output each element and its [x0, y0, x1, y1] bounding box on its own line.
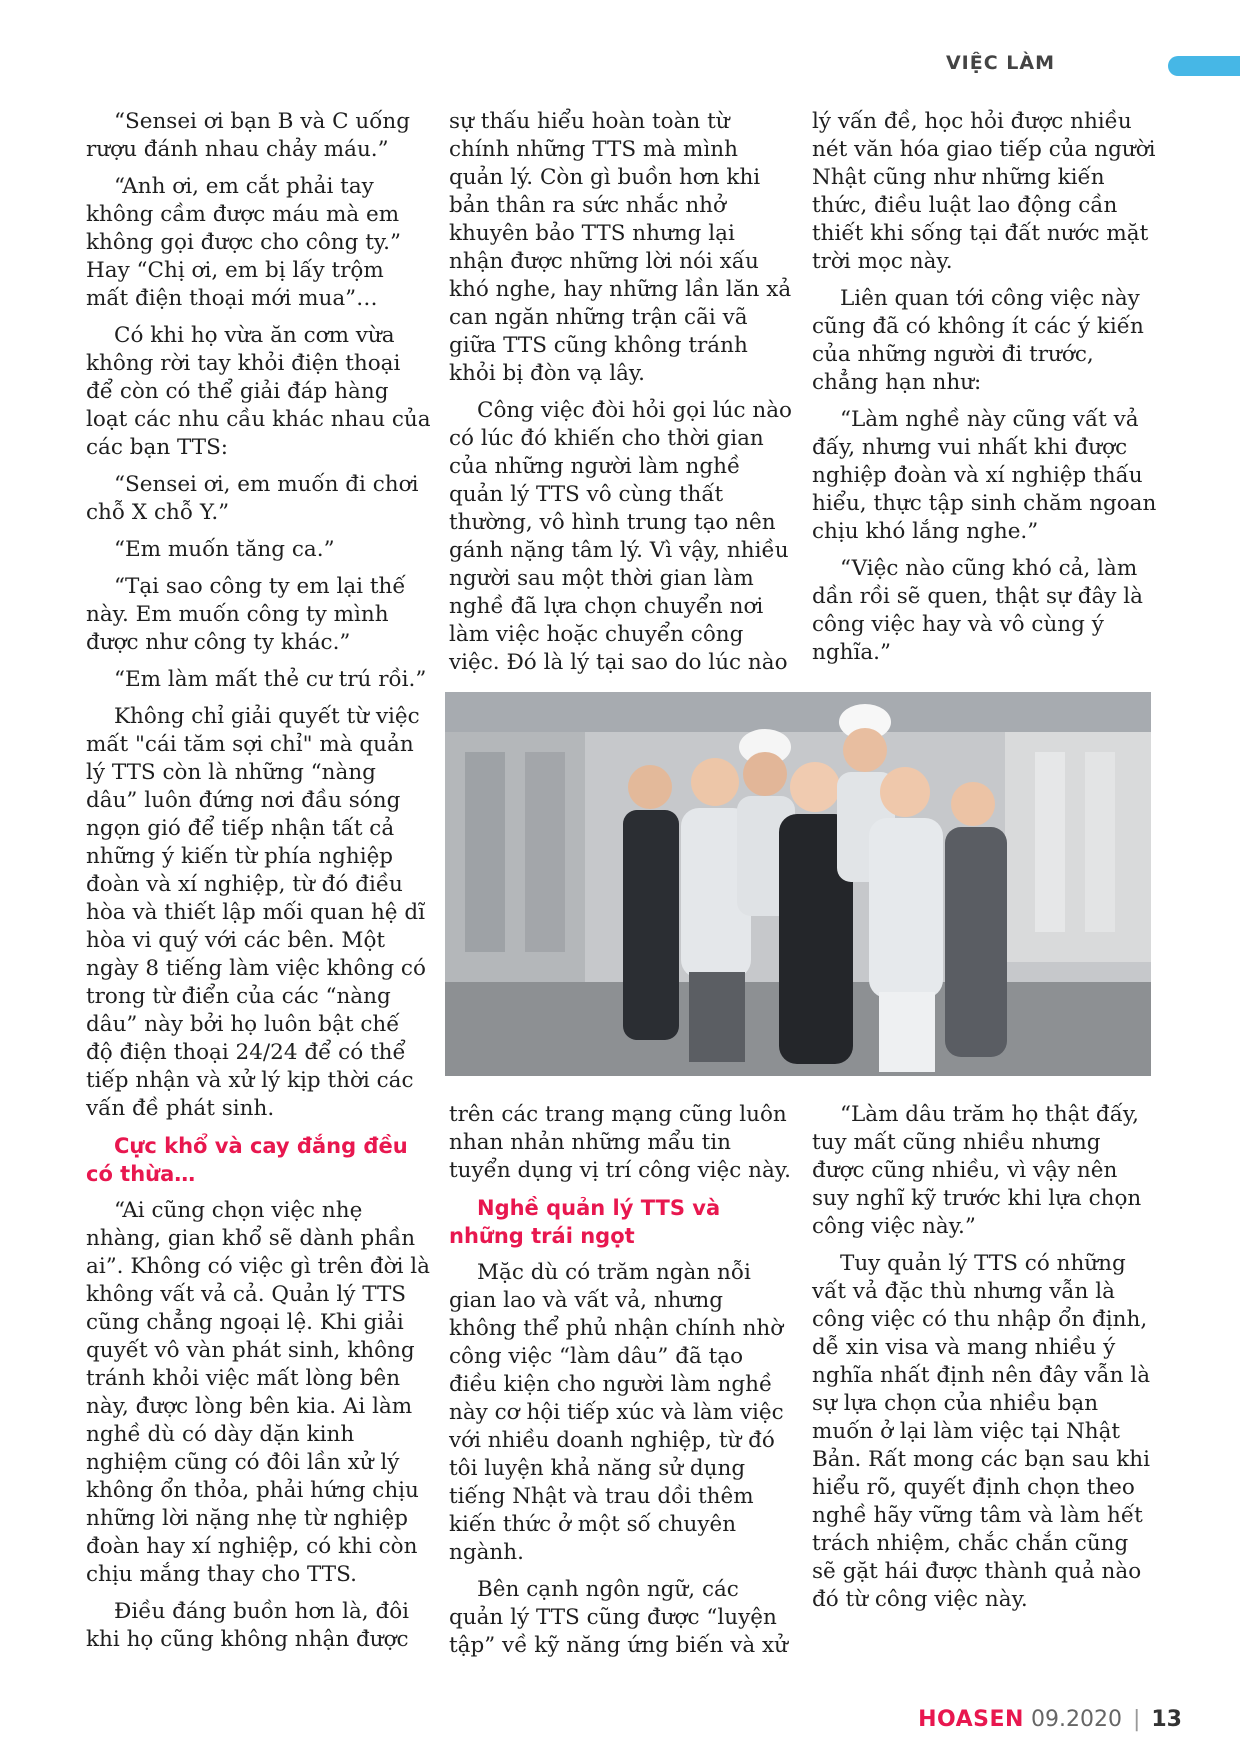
- paragraph: Điều đáng buồn hơn là, đôi khi họ cũng không nhận được: [86, 1599, 410, 1652]
- paragraph: Bên cạnh ngôn ngữ, các quản lý TTS cũng được “luyện tập” về kỹ năng ứng biến và xử: [449, 1577, 788, 1658]
- paragraph: “Làm dâu trăm họ thật đấy, tuy mất cũng nhiều nhưng được cũng nhiều, vì vậy nên suy nghĩ kỹ trước khi lựa chọn công việc này.”: [812, 1102, 1142, 1239]
- magazine-brand: HOASEN: [918, 1707, 1024, 1732]
- section-heading: Cực khổ và cay đắng đều có thừa…: [86, 1134, 408, 1186]
- paragraph: sự thấu hiểu hoàn toàn từ chính những TTS mà mình quản lý. Còn gì buồn hơn khi bản thân ra sức nhắc nhở khuyên bảo TTS nhưng lại nhận được những lời nói xấu khó nghe, hay những lần lăn xả can ngăn những trận cãi vã giữa TTS cũng không tránh khỏi bị đòn vạ lây.: [449, 109, 792, 386]
- paragraph: “Sensei ơi, em muốn đi chơi chỗ X chỗ Y.”: [86, 472, 419, 525]
- page-number: 13: [1151, 1707, 1182, 1732]
- paragraph: Có khi họ vừa ăn cơm vừa không rời tay khỏi điện thoại để còn có thể giải đáp hàng loạt các nhu cầu khác nhau của các bạn TTS:: [86, 323, 431, 460]
- paragraph: lý vấn đề, học hỏi được nhiều nét văn hóa giao tiếp của người Nhật cũng như những kiến thức, điều luật lao động cần thiết khi sống tại đất nước mặt trời mọc này.: [812, 109, 1156, 274]
- article-column-3-top: [812, 108, 1157, 676]
- page-footer: [918, 1707, 1182, 1732]
- paragraph: “Việc nào cũng khó cả, làm dần rồi sẽ quen, thật sự đây là công việc hay và vô cùng ý nghĩa.”: [812, 556, 1143, 665]
- team-photo-illustration: [445, 692, 1151, 1076]
- paragraph: “Ai cũng chọn việc nhẹ nhàng, gian khổ sẽ dành phần ai”. Không có việc gì trên đời là không vất vả cả. Quản lý TTS cũng chẳng ngoại lệ. Khi giải quyết vô vàn phát sinh, không tránh khỏi việc mất lòng bên này, được lòng bên kia. Ai làm nghề dù có dày dặn kinh nghiệm cũng có đôi lần xử lý không ổn thỏa, phải hứng chịu những lời nặng nhẹ từ nghiệp đoàn hay xí nghiệp, có khi còn chịu mắng thay cho TTS.: [86, 1198, 430, 1587]
- issue-date: 09.2020: [1030, 1707, 1122, 1732]
- footer-separator: |: [1132, 1707, 1141, 1732]
- paragraph: “Tại sao công ty em lại thế này. Em muốn công ty mình được như công ty khác.”: [86, 574, 406, 655]
- paragraph: Tuy quản lý TTS có những vất vả đặc thù nhưng vẫn là công việc có thu nhập ổn định, dễ xin visa và mang nhiều ý nghĩa nhất định nên đây vẫn là sự lựa chọn của nhiều bạn muốn ở lại làm việc tại Nhật Bản. Rất mong các bạn sau khi hiểu rõ, quyết định chọn theo nghề hãy vững tâm và làm hết trách nhiệm, chắc chắn cũng sẽ gặt hái được thành quả nào đó từ công việc này.: [812, 1251, 1151, 1612]
- section-accent-bar: [1168, 56, 1240, 76]
- paragraph: trên các trang mạng cũng luôn nhan nhản những mẩu tin tuyển dụng vị trí công việc này.: [449, 1102, 791, 1183]
- paragraph: “Sensei ơi bạn B và C uống rượu đánh nhau chảy máu.”: [86, 109, 411, 162]
- article-column-1: [86, 108, 431, 1663]
- paragraph: “Làm nghề này cũng vất vả đấy, nhưng vui nhất khi được nghiệp đoàn và xí nghiệp thấu hiểu, thực tập sinh chăm ngoan chịu khó lắng nghe.”: [812, 407, 1157, 544]
- paragraph: Không chỉ giải quyết từ việc mất "cái tăm sợi chỉ" mà quản lý TTS còn là những “nàng dâu” luôn đứng nơi đầu sóng ngọn gió để tiếp nhận tất cả những ý kiến từ phía nghiệp đoàn và xí nghiệp, từ đó điều hòa và thiết lập mối quan hệ dĩ hòa vi quý với các bên. Một ngày 8 tiếng làm việc không có trong từ điển của các “nàng dâu” này bởi họ luôn bật chế độ điện thoại 24/24 để có thể tiếp nhận và xử lý kịp thời các vấn đề phát sinh.: [86, 704, 426, 1121]
- team-photo: [445, 692, 1151, 1076]
- paragraph: Công việc đòi hỏi gọi lúc nào có lúc đó khiến cho thời gian của những người làm nghề quản lý TTS vô cùng thất thường, vô hình trung tạo nên gánh nặng tâm lý. Vì vậy, nhiều người sau một thời gian làm nghề đã lựa chọn chuyển nơi làm việc hoặc chuyển công việc. Đó là lý tại sao do lúc nào: [449, 398, 793, 675]
- article-column-3-bottom: [812, 1101, 1157, 1623]
- article-column-2-top: [449, 108, 793, 686]
- paragraph: Liên quan tới công việc này cũng đã có không ít các ý kiến của những người đi trước, chẳng hạn như:: [812, 286, 1144, 395]
- paragraph: Mặc dù có trăm ngàn nỗi gian lao và vất vả, nhưng không thể phủ nhận chính nhờ công việc “làm dâu” đã tạo điều kiện cho người làm nghề này cơ hội tiếp xúc và làm việc với nhiều doanh nghiệp, từ đó tôi luyện khả năng sử dụng tiếng Nhật và trau dồi thêm kiến thức ở một số chuyên ngành.: [449, 1260, 784, 1565]
- paragraph: “Em làm mất thẻ cư trú rồi.”: [114, 667, 427, 692]
- article-column-2-bottom: [449, 1101, 793, 1669]
- section-label: VIỆC LÀM: [945, 52, 1055, 74]
- section-heading: Nghề quản lý TTS và những trái ngọt: [449, 1196, 721, 1248]
- paragraph: “Anh ơi, em cắt phải tay không cầm được máu mà em không gọi được cho công ty.” Hay “Chị ơi, em bị lấy trộm mất điện thoại mới mua”…: [86, 174, 401, 311]
- paragraph: “Em muốn tăng ca.”: [114, 537, 335, 562]
